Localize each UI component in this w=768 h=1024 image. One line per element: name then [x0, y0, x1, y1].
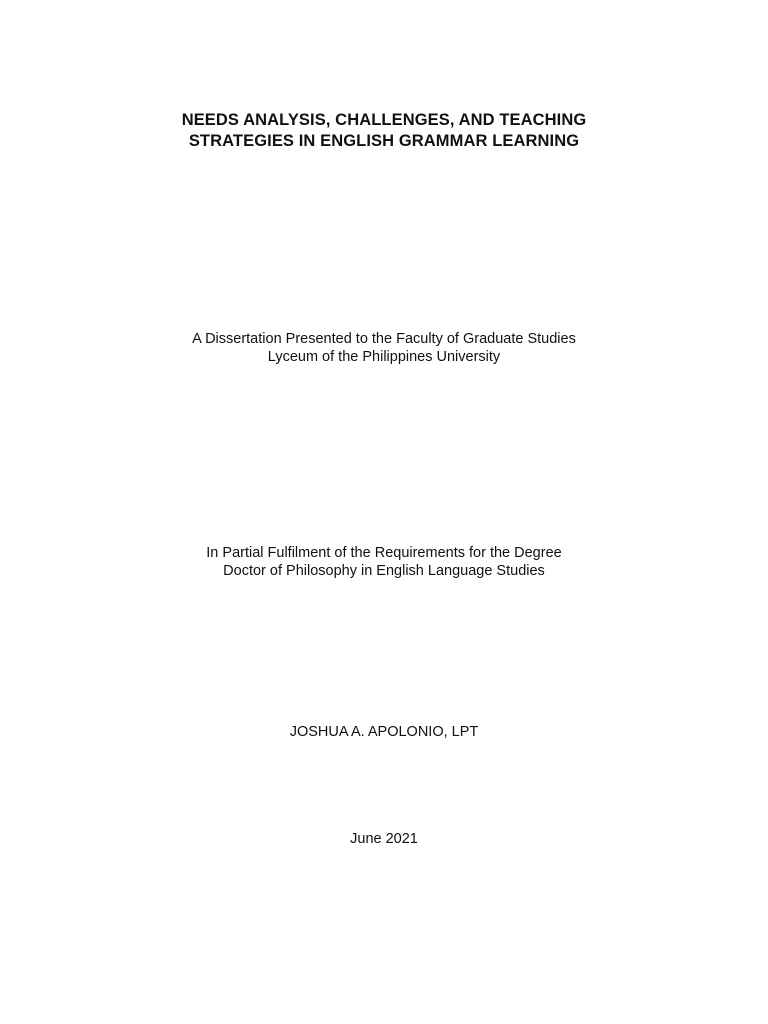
author-name [0, 723, 768, 741]
presentation-line-1: A Dissertation Presented to the Faculty of Graduate Studies [192, 331, 576, 347]
dissertation-title [0, 110, 768, 152]
date-line: June 2021 [350, 831, 418, 847]
degree-statement [0, 544, 768, 580]
submission-date [0, 830, 768, 848]
degree-line-1: In Partial Fulfilment of the Requirements for the Degree [206, 545, 562, 561]
presentation-line-2: Lyceum of the Philippines University [267, 349, 501, 365]
title-line-1: NEEDS ANALYSIS, CHALLENGES, AND TEACHING [181, 111, 587, 129]
title-line-2: STRATEGIES IN ENGLISH GRAMMAR LEARNING [188, 132, 580, 150]
degree-line-2: Doctor of Philosophy in English Language Studies [223, 563, 545, 579]
author-line: JOSHUA A. APOLONIO, LPT [289, 724, 479, 740]
presentation-statement [0, 330, 768, 366]
